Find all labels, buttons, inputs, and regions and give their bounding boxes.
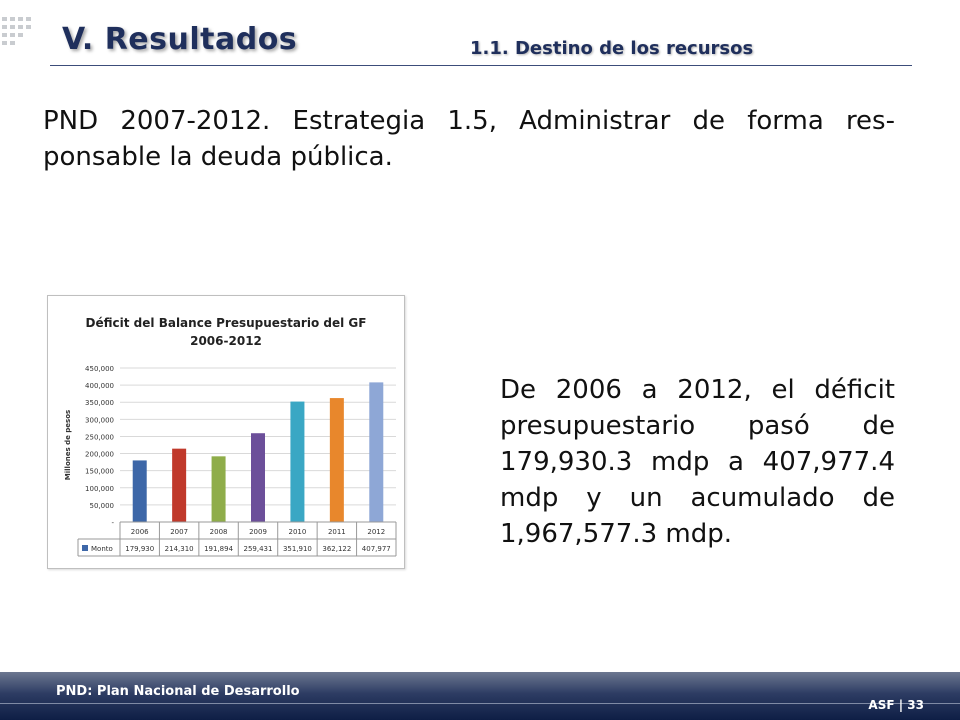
header-divider xyxy=(50,65,912,66)
decorative-grid-icon xyxy=(0,15,40,55)
chart-canvas xyxy=(48,296,404,568)
x-tick-label: 2010 xyxy=(288,528,307,536)
bar-2008 xyxy=(212,456,226,522)
chart-title: Déficit del Balance Presupuestario del GF xyxy=(85,316,367,330)
y-tick-label: 250,000 xyxy=(85,433,114,442)
bar-2012 xyxy=(369,382,383,522)
y-tick-label: 300,000 xyxy=(85,416,114,425)
footer-divider xyxy=(0,703,960,704)
y-tick-label: 100,000 xyxy=(85,484,114,493)
data-label: 351,910 xyxy=(282,545,312,553)
x-tick-label: 2009 xyxy=(249,528,267,536)
legend-label: Monto xyxy=(91,545,113,553)
footer-note: PND: Plan Nacional de Desarrollo xyxy=(56,684,300,699)
y-tick-label: 450,000 xyxy=(85,365,114,373)
x-tick-label: 2008 xyxy=(209,528,228,536)
x-tick-label: 2011 xyxy=(327,528,346,536)
data-label: 179,930 xyxy=(125,545,155,553)
chart-subtitle: 2006-2012 xyxy=(190,334,262,348)
x-tick-label: 2007 xyxy=(170,528,189,536)
data-label: 407,977 xyxy=(361,545,391,553)
y-tick-label: - xyxy=(111,519,114,527)
page-number: ASF | 33 xyxy=(868,698,924,712)
y-tick-label: 150,000 xyxy=(85,467,114,476)
bar-2007 xyxy=(172,449,186,522)
y-tick-label: 350,000 xyxy=(85,399,114,408)
bar-2011 xyxy=(330,398,344,522)
x-tick-label: 2012 xyxy=(367,528,386,536)
data-label: 191,894 xyxy=(204,545,234,553)
body-text: De 2006 a 2012, el déficit presupuestario pasó de 179,930.3 mdp a 407,977.4 mdp y un acumulado de 1,967,577.3 mdp. xyxy=(500,375,895,549)
x-tick-label: 2006 xyxy=(130,528,149,536)
data-label: 214,310 xyxy=(164,545,194,553)
y-tick-label: 400,000 xyxy=(85,382,114,391)
bar-2010 xyxy=(290,402,304,522)
data-label: 259,431 xyxy=(243,545,273,553)
y-axis-label: Millones de pesos xyxy=(64,409,72,481)
page-title: V. Resultados xyxy=(62,22,298,57)
y-tick-label: 50,000 xyxy=(89,501,114,510)
data-label: 362,122 xyxy=(322,545,352,553)
legend-key xyxy=(82,545,88,551)
bar-2009 xyxy=(251,433,265,522)
bar-2006 xyxy=(133,460,147,522)
section-subtitle: 1.1. Destino de los recursos xyxy=(470,38,754,59)
deficit-chart xyxy=(47,295,405,569)
intro-text: PND 2007-2012. Estrategia 1.5, Administrar de forma res- ponsable la deuda pública. xyxy=(43,106,895,172)
y-tick-label: 200,000 xyxy=(85,450,114,459)
